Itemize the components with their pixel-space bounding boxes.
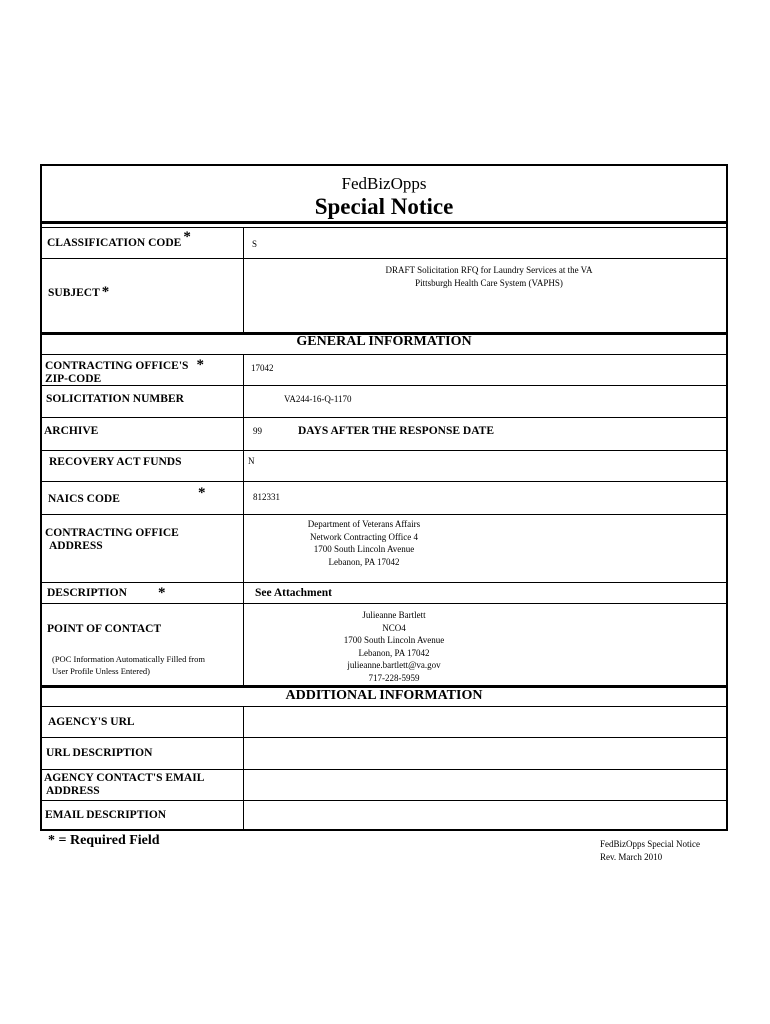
- description-label: DESCRIPTION: [47, 587, 127, 599]
- naics-code-label: NAICS CODE: [48, 493, 120, 505]
- special-notice-form: [40, 164, 728, 831]
- divider: [42, 706, 726, 707]
- zip-code-value[interactable]: 17042: [251, 363, 274, 373]
- form-revision: Rev. March 2010: [600, 852, 663, 862]
- subject-label: SUBJECT *: [48, 284, 110, 300]
- poc-note: (POC Information Automatically Filled from User Profile Unless Entered): [52, 654, 205, 676]
- classification-code-label: CLASSIFICATION CODE *: [47, 229, 191, 249]
- general-information-heading: GENERAL INFORMATION: [296, 334, 472, 349]
- required-star-icon: *: [196, 357, 204, 373]
- point-of-contact-value[interactable]: [244, 609, 544, 684]
- divider: [42, 769, 726, 770]
- divider: [42, 603, 726, 604]
- page-title: Special Notice: [314, 194, 454, 219]
- contact-line: Julieanne Bartlett: [362, 610, 426, 620]
- divider: [42, 800, 726, 801]
- solicitation-number-label: SOLICITATION NUMBER: [46, 393, 184, 405]
- required-star-icon: *: [101, 284, 110, 300]
- archive-value[interactable]: 99: [253, 426, 262, 436]
- address-line: Department of Veterans Affairs: [307, 519, 421, 529]
- form-name: FedBizOpps Special Notice: [600, 839, 700, 849]
- header-divider: [42, 221, 726, 224]
- zip-code-label: CONTRACTING OFFICE'S * ZIP-CODE: [45, 357, 204, 385]
- archive-label: ARCHIVE: [44, 425, 99, 437]
- subject-value[interactable]: [244, 264, 734, 289]
- divider: [42, 514, 726, 515]
- agency-url-label: AGENCY'S URL: [48, 716, 135, 728]
- contact-email: julieanne.bartlett@va.gov: [347, 660, 441, 670]
- email-description-label: EMAIL DESCRIPTION: [45, 809, 167, 821]
- form-revision-info: [600, 838, 700, 864]
- brand-title: FedBizOpps: [341, 174, 427, 193]
- contact-line: 1700 South Lincoln Avenue: [343, 635, 445, 645]
- url-description-field[interactable]: [252, 747, 722, 761]
- recovery-act-funds-value[interactable]: N: [248, 456, 255, 466]
- recovery-act-funds-label: RECOVERY ACT FUNDS: [49, 456, 182, 468]
- classification-code-value[interactable]: S: [252, 239, 258, 249]
- required-field-note: * = Required Field: [48, 833, 160, 848]
- address-line: Network Contracting Office 4: [309, 531, 419, 542]
- column-divider: [243, 706, 244, 831]
- additional-information-heading: ADDITIONAL INFORMATION: [285, 688, 483, 703]
- agency-contact-email-label: AGENCY CONTACT'S EMAIL ADDRESS: [44, 772, 205, 797]
- divider: [42, 582, 726, 583]
- url-description-label: URL DESCRIPTION: [46, 747, 153, 759]
- required-star-icon: *: [198, 485, 206, 501]
- point-of-contact-label: POINT OF CONTACT: [47, 623, 162, 635]
- address-line: 1700 South Lincoln Avenue: [313, 544, 415, 554]
- divider: [42, 481, 726, 482]
- solicitation-number-value[interactable]: VA244-16-Q-1170: [284, 394, 352, 404]
- divider: [42, 417, 726, 418]
- agency-contact-email-field[interactable]: [252, 778, 722, 792]
- email-description-field[interactable]: [252, 809, 722, 823]
- divider: [42, 354, 726, 355]
- subject-line: DRAFT Solicitation RFQ for Laundry Services at the VA: [385, 265, 593, 275]
- address-line: Lebanon, PA 17042: [328, 556, 400, 567]
- description-value[interactable]: See Attachment: [255, 587, 332, 599]
- contact-line: NCO4: [382, 622, 406, 633]
- required-star-icon: *: [183, 229, 191, 245]
- contracting-office-address-label: CONTRACTING OFFICE ADDRESS: [45, 527, 179, 552]
- subject-line: Pittsburgh Health Care System (VAPHS): [415, 277, 563, 288]
- naics-code-value[interactable]: 812331: [253, 492, 280, 502]
- contact-phone: 717-228-5959: [368, 672, 420, 683]
- divider: [42, 450, 726, 451]
- contact-line: Lebanon, PA 17042: [358, 647, 430, 658]
- divider: [42, 258, 726, 259]
- contracting-office-address-value[interactable]: [244, 518, 484, 568]
- divider: [42, 227, 726, 228]
- divider: [42, 737, 726, 738]
- required-star-icon: *: [158, 585, 166, 601]
- archive-suffix: DAYS AFTER THE RESPONSE DATE: [298, 425, 494, 437]
- agency-url-field[interactable]: [252, 716, 722, 730]
